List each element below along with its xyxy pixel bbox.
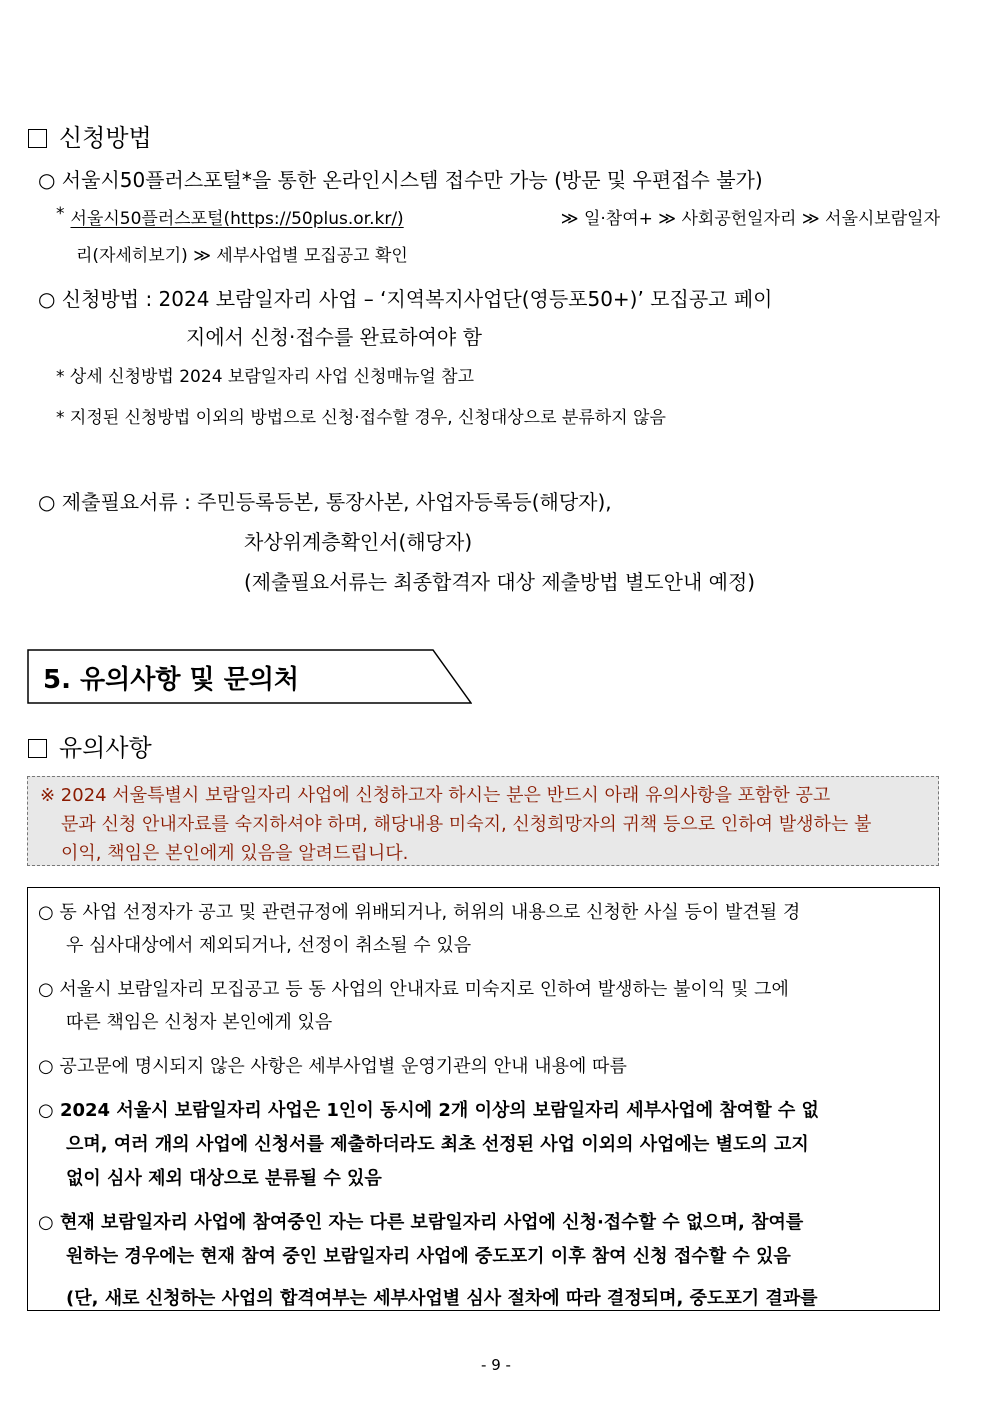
caution-item-cont: 따른 책임은 신청자 본인에게 있음: [66, 1012, 333, 1033]
square-bullet-icon: [28, 739, 47, 758]
apply-method-note-portal-line2: 리(자세히보기) ≫ 세부사업별 모집공고 확인: [76, 246, 408, 266]
caution-item: ○ 동 사업 선정자가 공고 및 관련규정에 위배되거나, 허위의 내용으로 신청한 사실 등이 발견될 경: [38, 902, 801, 923]
apply-method-bullet-page-line2: 지에서 신청·접수를 완료하여야 함: [186, 325, 482, 349]
section-5-banner: [27, 649, 472, 704]
cautions-notice-box: [27, 776, 939, 866]
apply-method-bullet-online: ○ 서울시50플러스포털*을 통한 온라인시스템 접수만 가능 (방문 및 우편접수 불가): [38, 168, 763, 192]
section-5-title: 5. 유의사항 및 문의처: [43, 665, 300, 695]
note-star: *: [56, 204, 65, 224]
caution-item-cont: 원하는 경우에는 현재 참여 중인 보람일자리 사업에 중도포기 이후 참여 신청 접수할 수 있음: [66, 1246, 791, 1267]
notice-line: 이익, 책임은 본인에게 있음을 알려드립니다.: [61, 843, 409, 864]
apply-method-note-portal: * 서울시50플러스포털(https://50plus.or.kr/) ≫ 일·참여+ ≫ 사회공헌일자리 ≫ 서울시보람일자: [56, 204, 940, 229]
caution-item: ○ 서울시 보람일자리 모집공고 등 동 사업의 안내자료 미숙지로 인하여 발생하는 불이익 및 그에: [38, 979, 789, 1000]
page-number: - 9 -: [481, 1356, 511, 1374]
caution-item-cont: (단, 새로 신청하는 사업의 합격여부는 세부사업별 심사 절차에 따라 결정되며, 중도포기 결과를: [66, 1288, 818, 1309]
notice-line: ※ 2024 서울특별시 보람일자리 사업에 신청하고자 하시는 분은 반드시 아래 유의사항을 포함한 공고: [40, 785, 831, 806]
apply-method-note-invalid: * 지정된 신청방법 이외의 방법으로 신청·접수할 경우, 신청대상으로 분류하지 않음: [56, 408, 666, 428]
caution-item: ○ 공고문에 명시되지 않은 사항은 세부사업별 운영기관의 안내 내용에 따름: [38, 1056, 627, 1077]
caution-item-cont: 없이 심사 제외 대상으로 분류될 수 있음: [66, 1168, 382, 1189]
required-docs-line3: (제출필요서류는 최종합격자 대상 제출방법 별도안내 예정): [244, 570, 756, 594]
caution-item-bold: ○ 2024 서울시 보람일자리 사업은 1인이 동시에 2개 이상의 보람일자리 세부사업에 참여할 수 없: [38, 1100, 819, 1121]
caution-item-cont: 우 심사대상에서 제외되거나, 선정이 취소될 수 있음: [66, 935, 472, 956]
notice-line: 문과 신청 안내자료를 숙지하셔야 하며, 해당내용 미숙지, 신청희망자의 귀책 등으로 인하여 발생하는 불: [61, 814, 872, 835]
portal-link[interactable]: 서울시50플러스포털(https://50plus.or.kr/): [70, 209, 404, 229]
square-bullet-icon: [28, 129, 47, 148]
cautions-heading: 유의사항: [28, 728, 152, 763]
required-docs-line2: 차상위계층확인서(해당자): [244, 530, 473, 554]
cautions-list-box: [27, 887, 940, 1311]
caution-item-cont: 으며, 여러 개의 사업에 신청서를 제출하더라도 최초 선정된 사업 이외의 사업에는 별도의 고지: [66, 1134, 809, 1155]
apply-method-heading: 신청방법: [28, 118, 152, 153]
apply-method-bullet-page: ○ 신청방법 : 2024 보람일자리 사업 – ‘지역복지사업단(영등포50+)’ 모집공고 페이: [38, 287, 773, 311]
apply-method-note-manual: * 상세 신청방법 2024 보람일자리 사업 신청매뉴얼 참고: [56, 367, 475, 387]
caution-item-bold: ○ 현재 보람일자리 사업에 참여중인 자는 다른 보람일자리 사업에 신청·접수할 수 없으며, 참여를: [38, 1212, 804, 1233]
required-docs-line1: ○ 제출필요서류 : 주민등록등본, 통장사본, 사업자등록등(해당자),: [38, 490, 612, 514]
